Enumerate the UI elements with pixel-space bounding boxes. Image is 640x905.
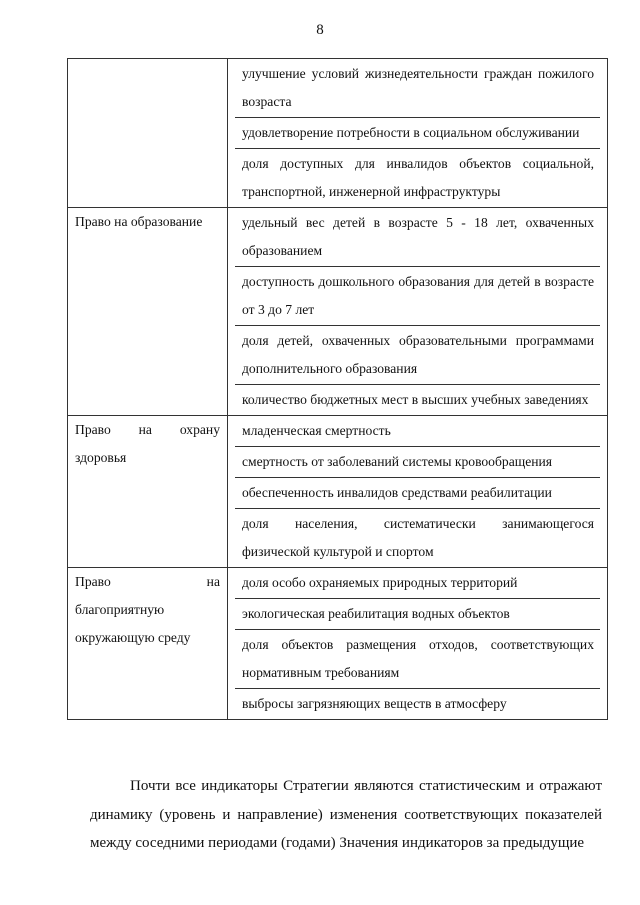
indicators-cell [228,568,608,720]
indicators-table [67,58,608,720]
right-name-cell [68,59,228,208]
right-name: Право на охрану здоровья [75,422,220,465]
right-name: Право на образование [75,214,203,229]
indicator-item: смертность от заболеваний системы кровообращения [235,447,600,478]
table-row [68,416,608,568]
body-paragraph: Почти все индикаторы Стратегии являются статистическим и отражают динамику (уровень и направление) изменения соответствующих показателей между соседними периодами (годами) Значения индикаторов за предыдущие [90,778,602,851]
indicator-item: обеспеченность инвалидов средствами реабилитации [235,478,600,509]
indicator-item: выбросы загрязняющих веществ в атмосферу [242,696,507,711]
page-number: 8 [316,22,324,38]
right-name: Право на благоприятную окружающую среду [75,574,220,645]
table-row [68,568,608,720]
indicator-item: доля детей, охваченных образовательными программами дополнительного образования [235,326,600,385]
indicator-item: доля населения, систематически занимающегося физической культурой и спортом [242,516,594,559]
indicator-item: доступность дошкольного образования для детей в возрасте от 3 до 7 лет [235,267,600,326]
right-name-cell [68,416,228,568]
indicators-cell [228,208,608,416]
indicator-item: количество бюджетных мест в высших учебных заведениях [242,392,589,407]
indicator-item: удельный вес детей в возрасте 5 - 18 лет, охваченных образованием [235,208,600,267]
indicator-item: улучшение условий жизнедеятельности граждан пожилого возраста [235,59,600,118]
indicator-item: доля особо охраняемых природных территорий [235,568,600,599]
indicators-cell [228,416,608,568]
right-name-cell [68,568,228,720]
indicator-item: доля доступных для инвалидов объектов социальной, транспортной, инженерной инфраструктуры [242,156,594,199]
right-name-cell [68,208,228,416]
table-row [68,59,608,208]
indicator-item: младенческая смертность [235,416,600,447]
indicator-item: удовлетворение потребности в социальном обслуживании [235,118,600,149]
indicator-item: экологическая реабилитация водных объектов [235,599,600,630]
indicator-item: доля объектов размещения отходов, соответствующих нормативным требованиям [235,630,600,689]
indicators-cell [228,59,608,208]
table-row [68,208,608,416]
